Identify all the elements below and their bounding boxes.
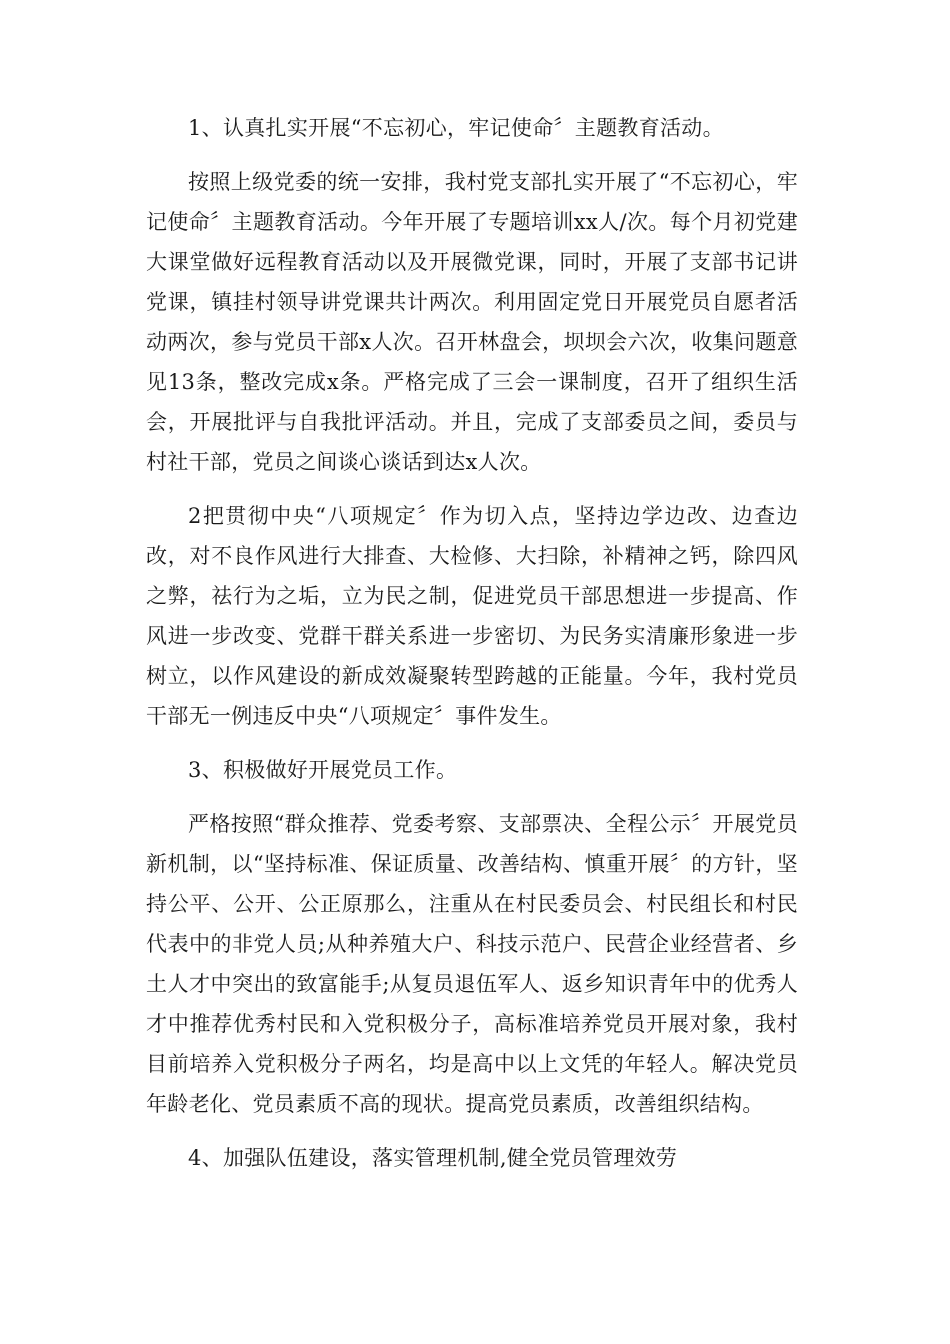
section-4-heading: 4、加强队伍建设，落实管理机制,健全党员管理效劳	[188, 1146, 678, 1170]
section-1-body: 按照上级党委的统一安排，我村党支部扎实开展了“不忘初心，牢记使命〞主题教育活动。今年开展了专题培训xx人/次。每个月初党建大课堂做好远程教育活动以及开展微党课，同时，开展了支部书记讲党课，镇挂村领导讲党课共计两次。利用固定党日开展党员自愿者活动两次，参与党员干部x人次。召开林盘会，坝坝会六次，收集问题意见13条，整改完成x条。严格完成了三会一课制度，召开了组织生活会，开展批评与自我批评活动。并且，完成了支部委员之间，委员与村社干部，党员之间谈心谈话到达x人次。	[146, 170, 798, 474]
section-3-body: 严格按照“群众推荐、党委考察、支部票决、全程公示〞开展党员新机制，以“坚持标准、保证质量、改善结构、慎重开展〞的方针，坚持公平、公开、公正原那么，注重从在村民委员会、村民组长和村民代表中的非党人员;从种养殖大户、科技示范户、民营企业经营者、乡土人才中突出的致富能手;从复员退伍军人、返乡知识青年中的优秀人才中推荐优秀村民和入党积极分子，高标准培养党员开展对象，我村目前培养入党积极分子两名，均是高中以上文凭的年轻人。解决党员年龄老化、党员素质不高的现状。提高党员素质，改善组织结构。	[146, 812, 798, 1116]
section-2-body: 2把贯彻中央“八项规定〞作为切入点，坚持边学边改、边查边改，对不良作风进行大排查、大检修、大扫除，补精神之钙，除四风之弊，祛行为之垢，立为民之制，促进党员干部思想进一步提高、作风进一步改变、党群干群关系进一步密切、为民务实清廉形象进一步树立，以作风建设的新成效凝聚转型跨越的正能量。今年，我村党员干部无一例违反中央“八项规定〞事件发生。	[146, 504, 798, 728]
section-1-heading: 1、认真扎实开展“不忘初心，牢记使命〞主题教育活动。	[188, 116, 724, 140]
section-3-heading: 3、积极做好开展党员工作。	[188, 758, 458, 782]
document-page	[146, 108, 798, 1192]
